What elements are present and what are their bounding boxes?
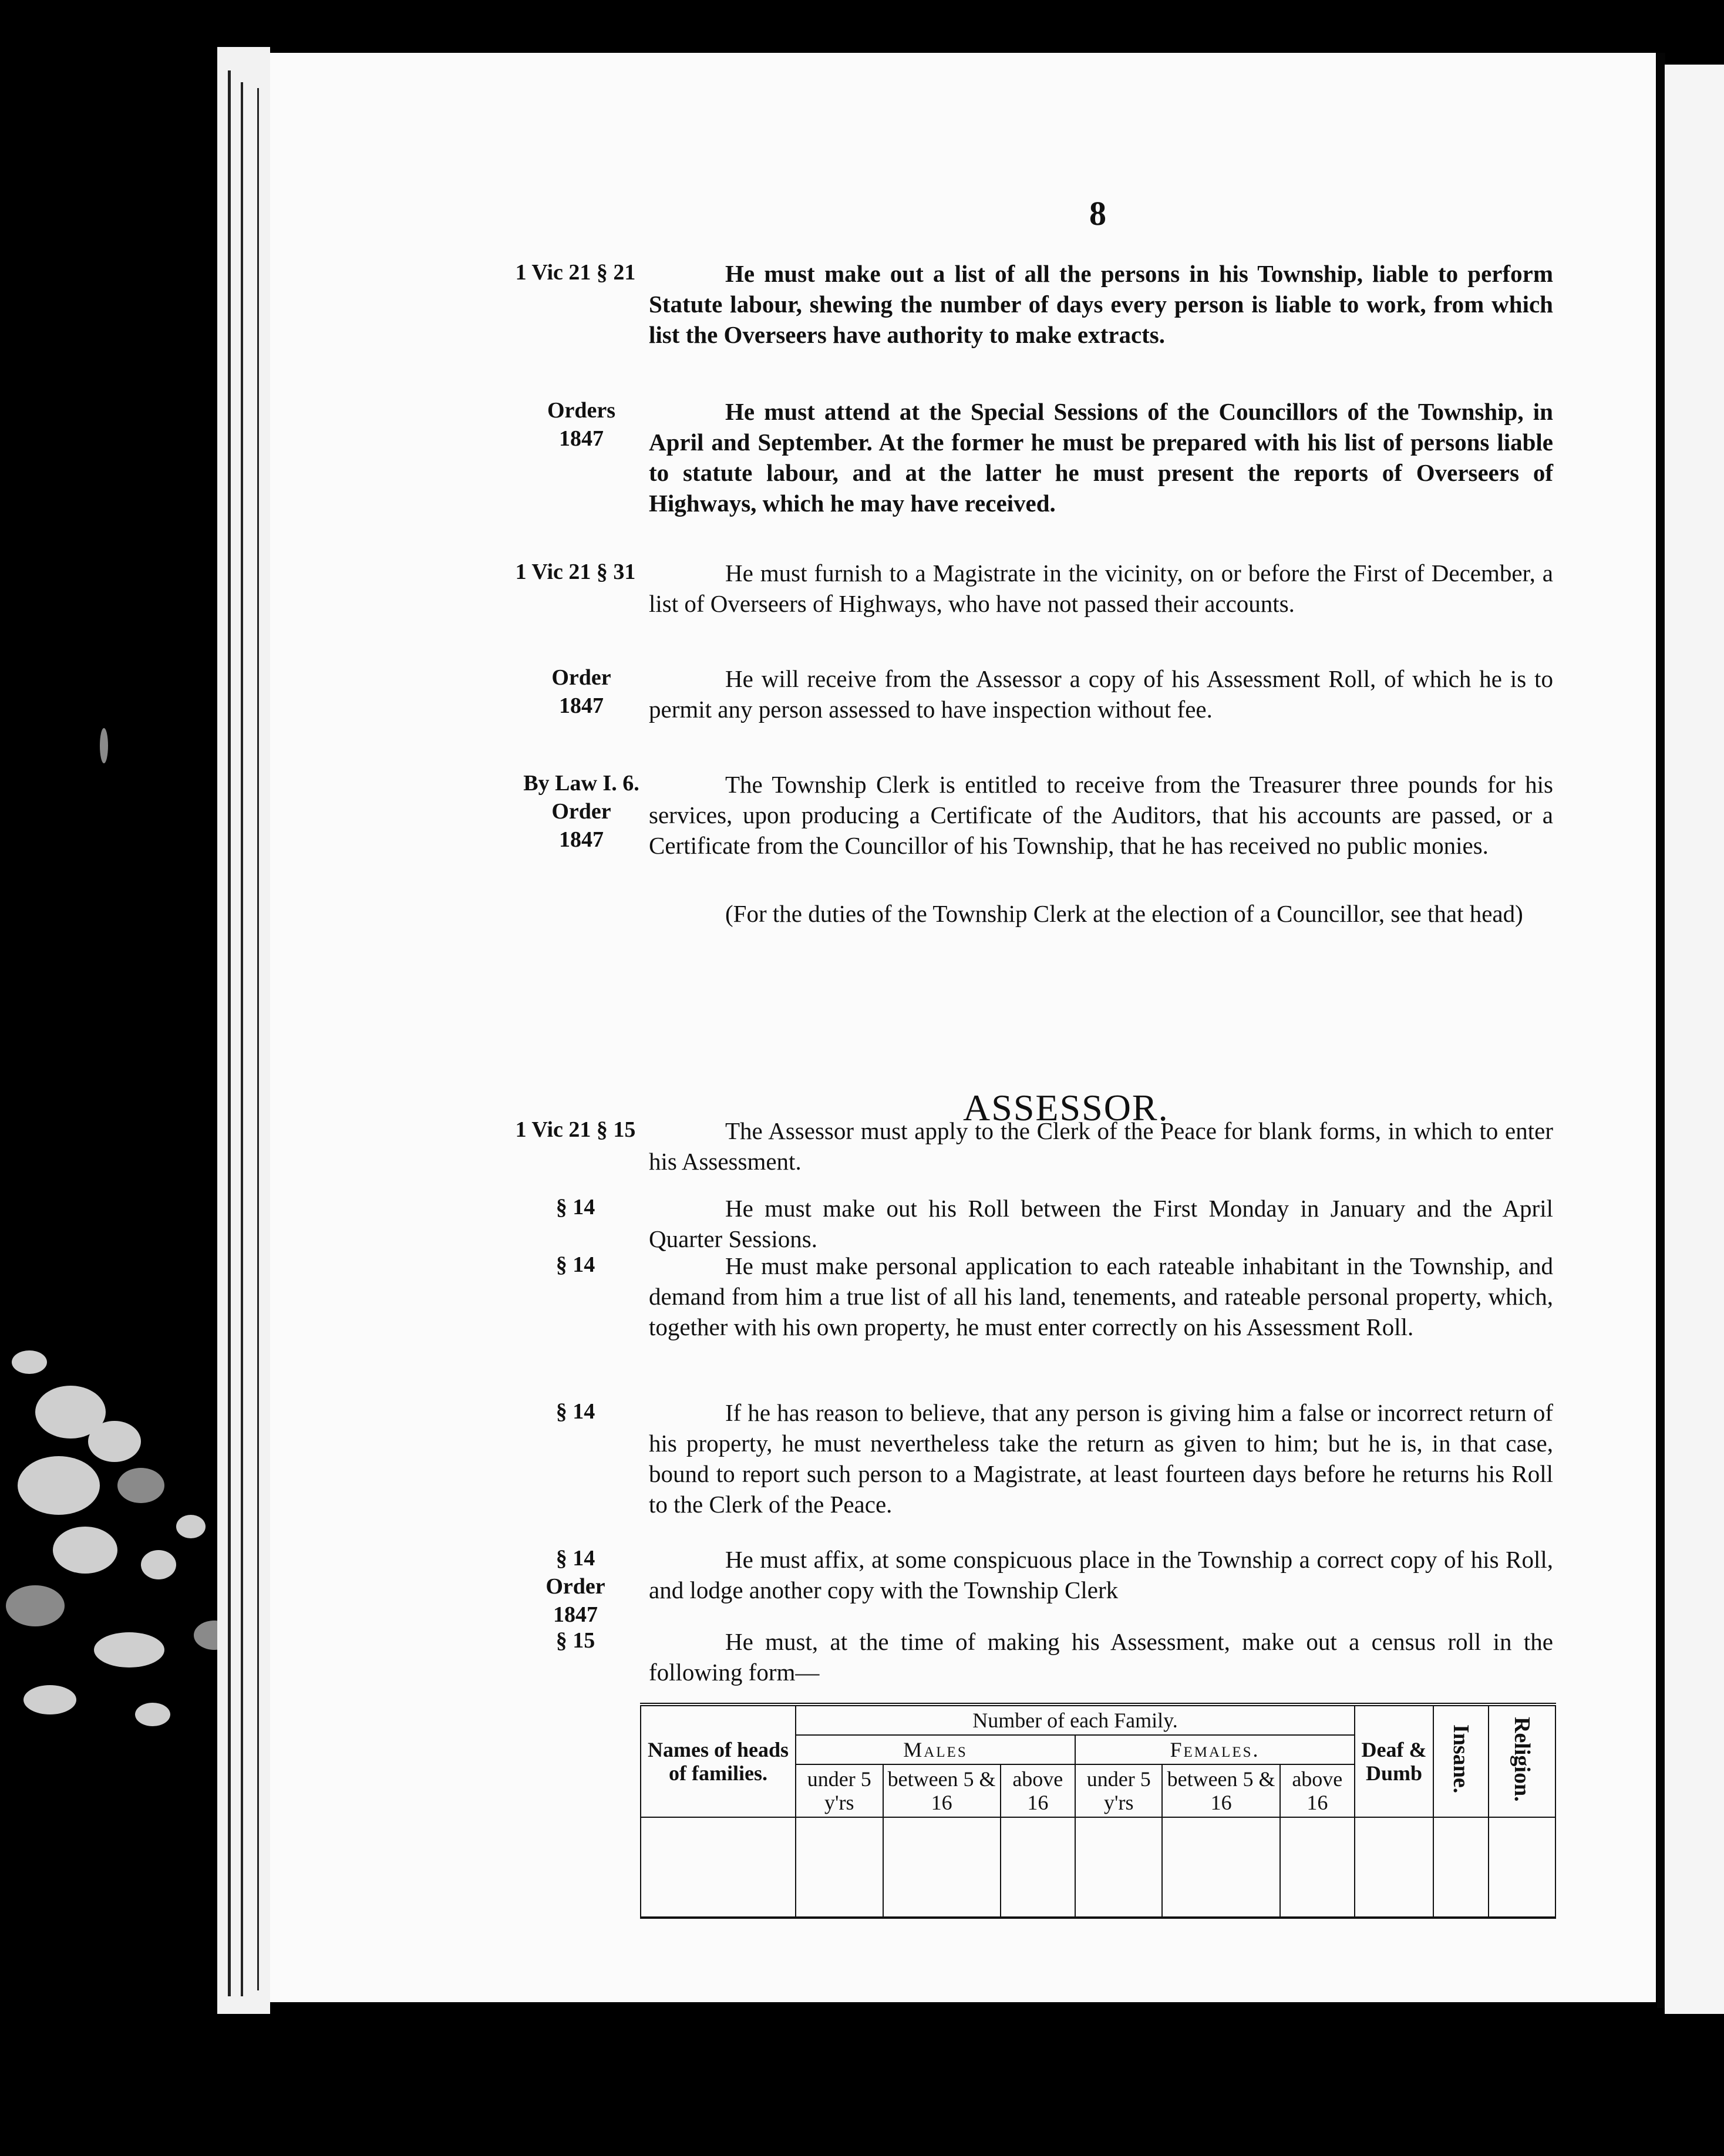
table-cell [1075,1817,1163,1918]
paragraph [649,1397,1553,1520]
paragraph-text: (For the duties of the Township Clerk at the election of a Councillor, see that head) [725,900,1523,927]
paragraph [649,558,1553,619]
margin-note [487,1116,664,1144]
paragraph [649,1251,1553,1342]
paragraph [649,898,1553,929]
paragraph [649,396,1553,518]
table-cell [1355,1817,1433,1918]
margin-note-line: 1847 [559,426,604,451]
page-number: 8 [1089,194,1106,233]
margin-note-line: 1 Vic 21 § 15 [515,1117,636,1142]
paragraph [649,258,1553,350]
table-cell [883,1817,1001,1918]
males-above-16-header: above 16 [1001,1764,1075,1817]
margin-note-line: Order [551,665,611,690]
table-cell [1280,1817,1355,1918]
section-heading: ASSESSOR. [963,1087,1169,1128]
religion-label: Religion. [1510,1716,1534,1802]
table-cell [641,1817,796,1918]
females-between-5-16-header: between 5 & 16 [1162,1764,1279,1817]
margin-note [499,1193,652,1221]
paragraph-text: The Assessor must apply to the Clerk of the Peace for blank forms, in which to enter his Assessment. [649,1117,1553,1175]
paragraph-text: If he has reason to believe, that any person is giving him a false or incorrect return of his property, he must nevertheless take the return as given to him; but he is, in that case, bound to report such person to a Magistrate, at least fourteen days before he returns his Roll to the Clerk of the Peace. [649,1399,1553,1518]
margin-note [505,663,658,720]
page-gutter [1657,53,1665,2008]
males-under-5-header: under 5 y'rs [796,1764,883,1817]
females-above-16-header: above 16 [1280,1764,1355,1817]
paragraph-text: He must make personal application to each rateable inhabitant in the Township, and demand from him a true list of all his land, tenements, and rateable personal property, which, together with his own property, he must enter correctly on his Assessment Roll. [649,1252,1553,1340]
margin-note-line: 1847 [553,1602,598,1627]
margin-note [505,396,658,453]
names-of-heads-header: Names of heads of families. [641,1704,796,1817]
paragraph-text: The Township Clerk is entitled to receive from the Treasurer three pounds for his services, upon producing a Certificate of the Auditors, that his accounts are passed, or a Certificate from the Councillor of his Township, that he has received no public monies. [649,771,1553,859]
margin-note-line: § 14 [555,1195,595,1220]
margin-note-line: 1847 [559,827,604,852]
males-header: Males [796,1735,1075,1764]
paragraph [649,1544,1553,1605]
paragraph [649,1193,1553,1254]
margin-note [499,1626,652,1655]
table-row [641,1817,1555,1918]
margin-note-line: 1 Vic 21 § 31 [515,560,636,584]
number-of-family-header: Number of each Family. [796,1704,1355,1735]
margin-note-line: By Law I. 6. [523,771,639,796]
margin-note [487,258,664,287]
margin-note-line: § 14 [555,1399,595,1424]
males-between-5-16-header: between 5 & 16 [883,1764,1001,1817]
deaf-dumb-header: Deaf & Dumb [1355,1704,1433,1817]
insane-header [1433,1704,1489,1817]
paragraph-text: He must furnish to a Magistrate in the vicinity, on or before the First of December, a list of Overseers of Highways, who have not passed their accounts. [649,560,1553,617]
religion-header [1489,1704,1555,1817]
paragraph-text: He must make out his Roll between the First Monday in January and the April Quarter Sessions. [649,1195,1553,1252]
insane-label: Insane. [1449,1724,1473,1794]
census-form-table [640,1703,1556,1919]
margin-note-line: § 15 [555,1628,595,1653]
table-cell [796,1817,883,1918]
margin-note-line: Order [551,799,611,824]
margin-note [499,1251,652,1279]
margin-note [487,558,664,586]
margin-note-line: § 14 [555,1252,595,1277]
margin-note [499,1544,652,1629]
margin-note-line: Orders [547,398,616,423]
paragraph-text: He will receive from the Assessor a copy of his Assessment Roll, of which he is to permit any person assessed to have inspection without fee. [649,665,1553,723]
table-cell [1162,1817,1279,1918]
paragraph-text: He must make out a list of all the persons in his Township, liable to perform Statute labour, shewing the number of days every person is liable to work, from which list the Overseers have authority to make extracts. [649,260,1553,348]
paragraph-text: He must affix, at some conspicuous place in the Township a correct copy of his Roll, and lodge another copy with the Township Clerk [649,1546,1553,1603]
table-cell [1433,1817,1489,1918]
margin-note-line: 1847 [559,693,604,718]
paragraph [649,1626,1553,1687]
paragraph-text: He must, at the time of making his Assessment, make out a census roll in the following form— [649,1628,1553,1686]
margin-note-line: Order [546,1574,605,1599]
margin-note [493,769,669,854]
paragraph [649,663,1553,725]
table-cell [1001,1817,1075,1918]
margin-note-line: 1 Vic 21 § 21 [515,260,636,285]
females-header: Females. [1075,1735,1355,1764]
females-under-5-header: under 5 y'rs [1075,1764,1163,1817]
paragraph [649,1116,1553,1177]
margin-note [499,1397,652,1426]
paragraph [649,769,1553,861]
paragraph-text: He must attend at the Special Sessions of the Councillors of the Township, in April and September. At the former he must be prepared with his list of persons liable to statute labour, and at the latter he must present the reports of Overseers of Highways, which he may have received. [649,398,1553,517]
adjacent-page-edge [1665,65,1724,2014]
margin-note-line: § 14 [555,1546,595,1571]
table-cell [1489,1817,1555,1918]
table-header-row [641,1704,1555,1735]
